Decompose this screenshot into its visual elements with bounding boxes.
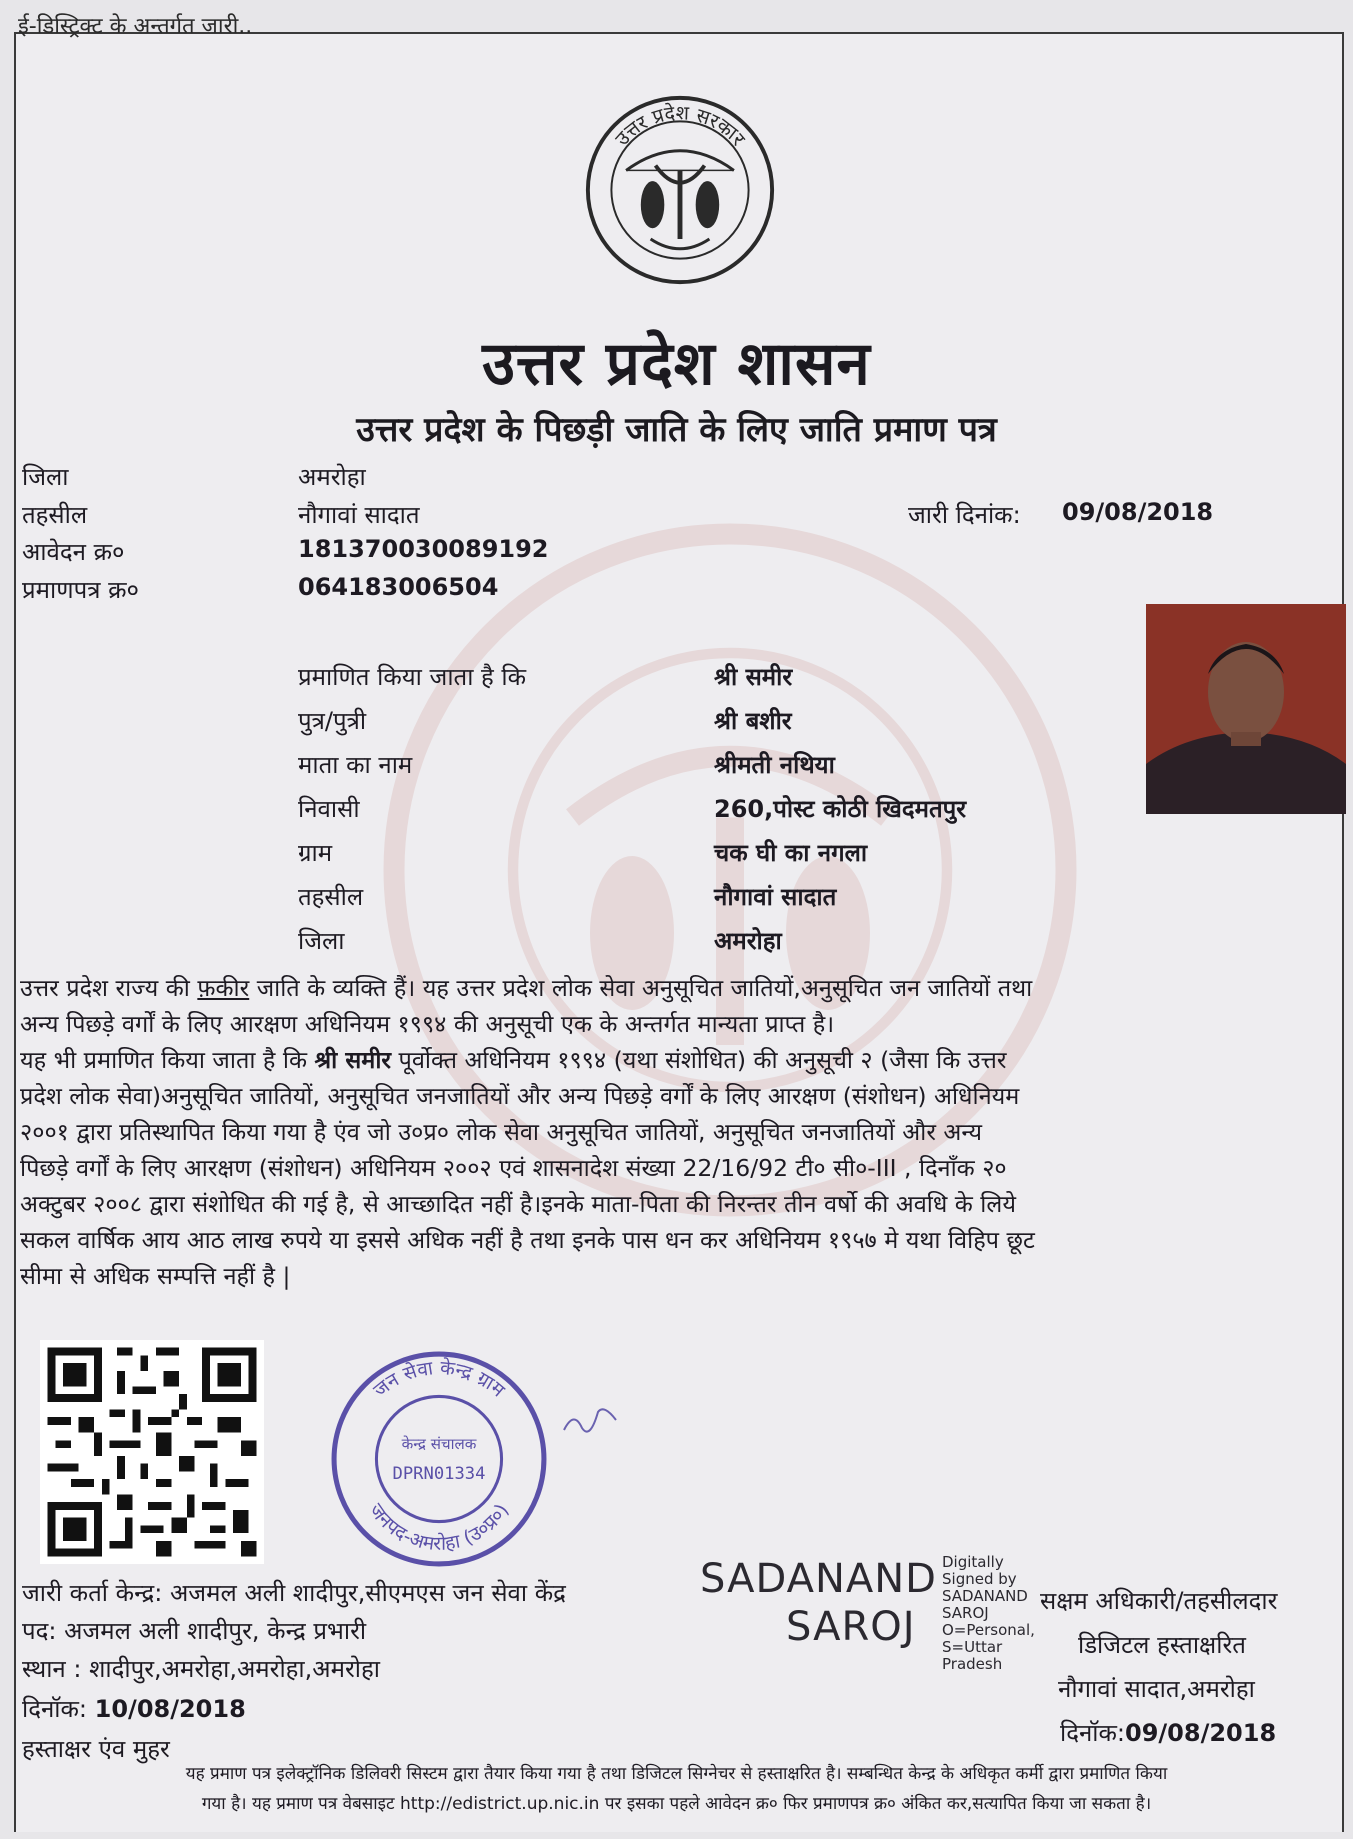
issuer-post: पद: अजमल अली शादीपुर, केन्द्र प्रभारी: [22, 1617, 367, 1645]
svg-text:उत्तर प्रदेश सरकार: उत्तर प्रदेश सरकार: [610, 101, 750, 151]
digital-sign-detail-6: Pradesh: [942, 1655, 1003, 1673]
application-no-label: आवेदन क्र०: [22, 538, 125, 566]
person-value-3: 260,पोस्ट कोठी खिदमतपुर: [714, 795, 967, 823]
certificate-no-label: प्रमाणपत्र क्र०: [22, 576, 139, 604]
digital-sign-detail-2: SADANAND: [942, 1587, 1028, 1605]
page-title: उत्तर प्रदेश शासन: [482, 329, 871, 399]
body-line-3-a: यह भी प्रमाणित किया जाता है कि: [20, 1046, 315, 1074]
person-label-2: माता का नाम: [298, 751, 413, 779]
body-line-1-b: जाति के व्यक्ति हैं। यह उत्तर प्रदेश लोक सेवा अनुसूचित जातियों,अनुसूचित जन जातियों तथा: [249, 974, 1033, 1002]
body-line-9: सीमा से अधिक सम्पत्ति नहीं है |: [20, 1262, 291, 1290]
up-emblem-icon: [582, 92, 778, 288]
issuer-date-value: 10/08/2018: [94, 1695, 246, 1723]
body-line-3: [20, 1042, 1336, 1078]
digital-sign-detail-3: SAROJ: [942, 1604, 989, 1622]
tehsil-label: तहसील: [22, 501, 88, 529]
person-label-3: निवासी: [298, 795, 360, 823]
person-label-1: पुत्र/पुत्री: [298, 707, 367, 735]
issuer-date-label: दिनॉक:: [22, 1695, 88, 1723]
district-label: जिला: [22, 463, 69, 491]
body-line-6: पिछड़े वर्गों के लिए आरक्षण (संशोधन) अधिनियम २००२ एवं शासनादेश संख्या 22/16/92 टी० सी०-III , दिनाँक २०: [20, 1154, 1007, 1182]
digital-sign-name-line1: SADANAND: [700, 1556, 937, 1602]
person-value-6: अमरोहा: [714, 927, 782, 955]
authority-date: [1060, 1716, 1276, 1749]
page-subtitle: उत्तर प्रदेश के पिछड़ी जाति के लिए जाति प्रमाण पत्र: [356, 410, 997, 450]
seal-middle-text: केन्द्र संचालक: [401, 1434, 477, 1453]
person-value-5: नौगावां सादात: [714, 883, 837, 911]
body-line-8: सकल वार्षिक आय आठ लाख रुपये या इससे अधिक नहीं है तथा इनके पास धन कर अधिनियम १९५७ मे यथा विहिप छूट: [20, 1226, 1035, 1254]
authority-date-label: दिनॉक:: [1060, 1719, 1126, 1747]
digital-sign-detail-4: O=Personal,: [942, 1621, 1035, 1639]
authority-signed: डिजिटल हस्ताक्षरित: [1078, 1631, 1246, 1659]
top-note: ई-डिस्ट्रिक्ट के अन्तर्गत जारी..: [18, 14, 253, 39]
signature-scribble-icon: [560, 1390, 620, 1450]
issuer-date: [22, 1692, 246, 1725]
certificate-body: [20, 970, 1336, 1294]
issuer-sign-label: हस्ताक्षर एंव मुहर: [22, 1735, 170, 1763]
body-line-1: [20, 970, 1336, 1006]
person-label-6: जिला: [298, 927, 345, 955]
person-label-4: ग्राम: [298, 839, 333, 867]
footer-line-2: गया है। यह प्रमाण पत्र वेबसाइट http://edistrict.up.nic.in पर इसका पहले आवेदन क्र० फिर प्रमाणपत्र क्र० अंकित कर,सत्यापित किया जा सकता है।: [201, 1794, 1152, 1814]
svg-text:जनपद-अमरोहा (उ०प्र०): [365, 1499, 514, 1555]
tehsil-value: नौगावां सादात: [298, 501, 420, 529]
person-label-0: प्रमाणित किया जाता है कि: [298, 663, 527, 691]
person-value-2: श्रीमती नथिया: [714, 751, 835, 779]
person-label-5: तहसील: [298, 883, 364, 911]
seal-bottom-text: जनपद-अमरोहा (उ०प्र०): [364, 1499, 514, 1555]
digital-sign-detail-5: S=Uttar: [942, 1638, 1003, 1656]
body-person-name: श्री समीर: [314, 1046, 392, 1074]
body-line-3-b: पूर्वोक्त अधिनियम १९९४ (यथा संशोधित) की अनुसूची २ (जैसा कि उत्तर: [391, 1046, 1007, 1074]
seal-top-text: जन सेवा केन्द्र ग्राम: [368, 1355, 510, 1402]
body-line-7: अक्टुबर २००८ द्वारा संशोधित की गई है, से आच्छादित नहीं है।इनके माता-पिता की निरन्तर तीन वर्षो की अवधि के लिये: [20, 1190, 1016, 1218]
district-value: अमरोहा: [298, 463, 366, 491]
person-value-0: श्री समीर: [714, 663, 793, 691]
authority-date-value: 09/08/2018: [1125, 1719, 1277, 1747]
digital-sign-detail-1: Signed by: [942, 1570, 1017, 1588]
qr-code-icon: [40, 1340, 264, 1564]
application-no-value: 181370030089192: [298, 535, 549, 563]
person-value-1: श्री बशीर: [714, 707, 792, 735]
person-photo-icon: [1146, 604, 1346, 814]
seal-code: DPRN01334: [392, 1464, 486, 1485]
issue-date-label: जारी दिनांक:: [908, 501, 1021, 529]
issuer-center: जारी कर्ता केन्द्र: अजमल अली शादीपुर,सीएमएस जन सेवा केंद्र: [22, 1579, 566, 1607]
body-line-2: अन्य पिछड़े वर्गों के लिए आरक्षण अधिनियम १९९४ की अनुसूची एक के अन्तर्गत मान्यता प्राप्त है।: [20, 1010, 835, 1038]
digital-sign-details: [942, 1554, 1035, 1673]
body-line-4: प्रदेश लोक सेवा)अनुसूचित जातियों, अनुसूचित जनजातियों और अन्य पिछड़े वर्गों के लिए आरक्षण (संशोधन) अधिनियम: [20, 1082, 1020, 1110]
person-value-4: चक घी का नगला: [714, 839, 868, 867]
digital-sign-name-line2: SAROJ: [786, 1604, 916, 1650]
certificate-no-value: 064183006504: [298, 573, 499, 601]
authority-place: नौगावां सादात,अमरोहा: [1058, 1675, 1255, 1703]
digital-sign-detail-0: Digitally: [942, 1553, 1004, 1571]
caste-name: फ़कीर: [197, 974, 250, 1002]
issue-date-value: 09/08/2018: [1062, 498, 1214, 526]
issuer-place: स्थान : शादीपुर,अमरोहा,अमरोहा,अमरोहा: [22, 1655, 380, 1683]
body-line-1-a: उत्तर प्रदेश राज्य की: [20, 974, 198, 1002]
footer-line-1: यह प्रमाण पत्र इलेक्ट्रॉनिक डिलिवरी सिस्टम द्वारा तैयार किया गया है तथा डिजिटल सिग्नेचर से हस्ताक्षरित है। सम्बन्धित केन्द्र के अधिकृत कर्मी द्वारा प्रमाणित किया: [185, 1764, 1168, 1784]
seal-stamp-icon: [328, 1348, 550, 1570]
authority-title: सक्षम अधिकारी/तहसीलदार: [1040, 1587, 1278, 1615]
body-line-5: २००१ द्वारा प्रतिस्थापित किया गया है एंव जो उ०प्र० लोक सेवा अनुसूचित जातियों, अनुसूचित जनजातियों और अन्य: [20, 1118, 982, 1146]
